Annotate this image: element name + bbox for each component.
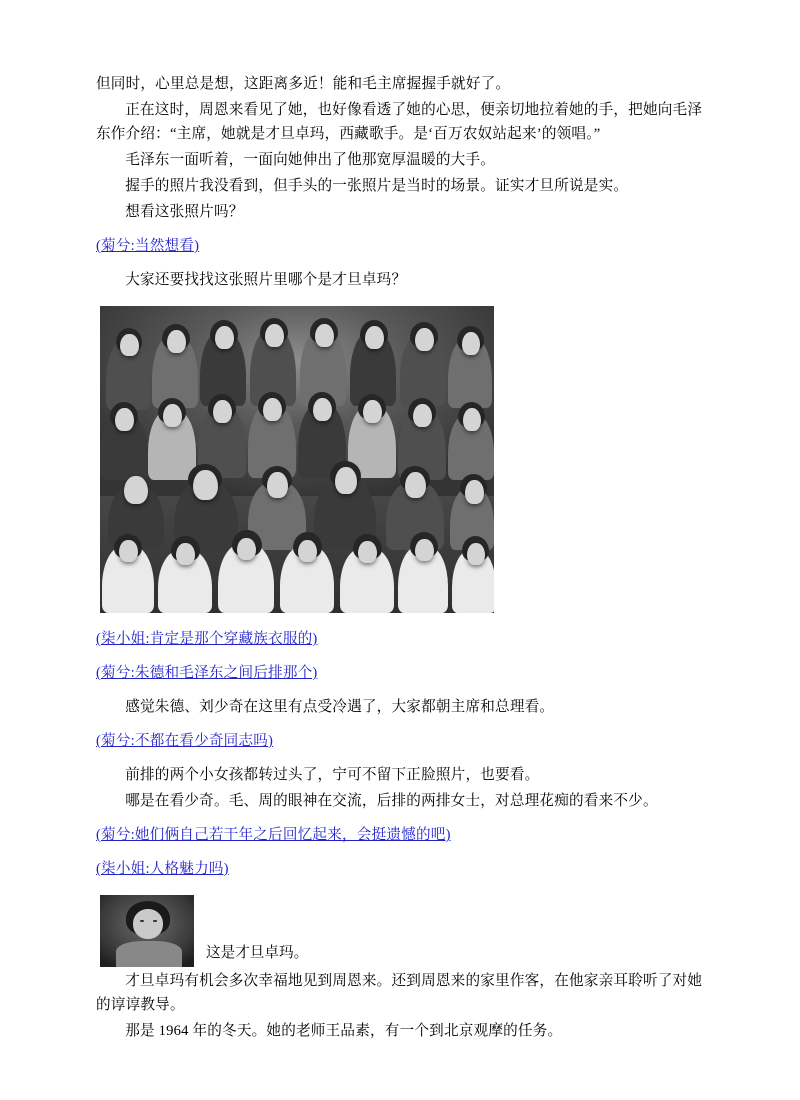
portrait-face [133,909,163,939]
person-face [415,328,434,351]
paragraph: 感觉朱德、刘少奇在这里有点受冷遇了，大家都朝主席和总理看。 [125,699,555,715]
paragraph: 才旦卓玛有机会多次幸福地见到周恩来。还到周恩来的家里作客，在他家亲耳聆听了对她的谆谆教导。 [96,973,703,1013]
person-face [213,400,232,423]
person-face [462,332,480,355]
paragraph: 想看这张照片吗？ [125,204,244,220]
person-face-mao-zedong [193,470,218,500]
person-face [315,324,334,347]
paragraph: 毛泽东一面听着，一面向她伸出了他那宽厚温暖的大手。 [125,152,496,168]
child-face [467,543,485,565]
portrait-caption: 这是才旦卓玛。 [206,945,309,961]
person-face [413,404,432,427]
comment-text: (菊兮:不都在看少奇同志吗) [96,733,274,749]
portrait-eye [140,920,144,922]
person-face [363,400,382,423]
paragraph: 那是 1964 年的冬天。她的老师王品素，有一个到北京观摩的任务。 [125,1023,563,1039]
person-face [463,408,481,431]
person-face [263,398,282,421]
comment-line [96,857,704,881]
person-face [115,408,134,431]
portrait-body [116,941,182,967]
child-face [358,541,377,563]
person-face [163,404,182,427]
child-face [176,543,195,565]
comment-line [96,627,704,651]
person-face [465,480,484,504]
child-face [298,540,317,562]
comment-text: (菊兮:她们俩自己若干年之后回忆起来，会挺遗憾的吧) [96,827,451,843]
comment-text: (菊兮:朱德和毛泽东之间后排那个) [96,665,318,681]
person-face [313,398,332,421]
comment-text: (柒小姐:肯定是那个穿藏族衣服的) [96,631,318,647]
portrait-caidan-zhuoma [100,895,194,967]
comment-line [96,234,704,258]
comment-line [96,729,704,753]
person-face [215,326,234,349]
comment-line [96,823,704,847]
group-photo-mao-zhou [100,306,494,613]
person-face [405,472,426,498]
person-face-zhou-enlai [335,467,357,494]
paragraph: 但同时，心里总是想，这距离多近！能和毛主席握握手就好了。 [96,76,511,92]
child-face [415,539,434,561]
paragraph: 正在这时，周恩来看见了她，也好像看透了她的心思，便亲切地拉着她的手，把她向毛泽东作介绍：“主席，她就是才旦卓玛，西藏歌手。是‘百万农奴站起来’的领唱。” [96,102,703,142]
paragraph: 前排的两个小女孩都转过头了，宁可不留下正脸照片，也要看。 [125,767,540,783]
comment-line [96,661,704,685]
comment-text: (柒小姐:人格魅力吗) [96,861,229,877]
person-face [265,324,284,347]
document-content [96,72,704,1045]
paragraph: 握手的照片我没看到，但手头的一张照片是当时的场景。证实才旦所说是实。 [125,178,629,194]
person-face [120,334,139,356]
person-face [167,330,186,353]
child-face [237,538,256,560]
paragraph: 哪是在看少奇。毛、周的眼神在交流，后排的两排女士，对总理花痴的看来不少。 [125,793,658,809]
comment-text: (菊兮:当然想看) [96,238,200,254]
person-face-zhude [124,476,148,504]
portrait-eye [153,920,157,922]
portrait-figure-row [100,895,704,967]
person-face [267,472,288,498]
group-photo-figure [100,306,494,613]
paragraph: 大家还要找找这张照片里哪个是才旦卓玛？ [125,272,407,288]
person-face [365,326,384,349]
child-face [119,540,138,562]
